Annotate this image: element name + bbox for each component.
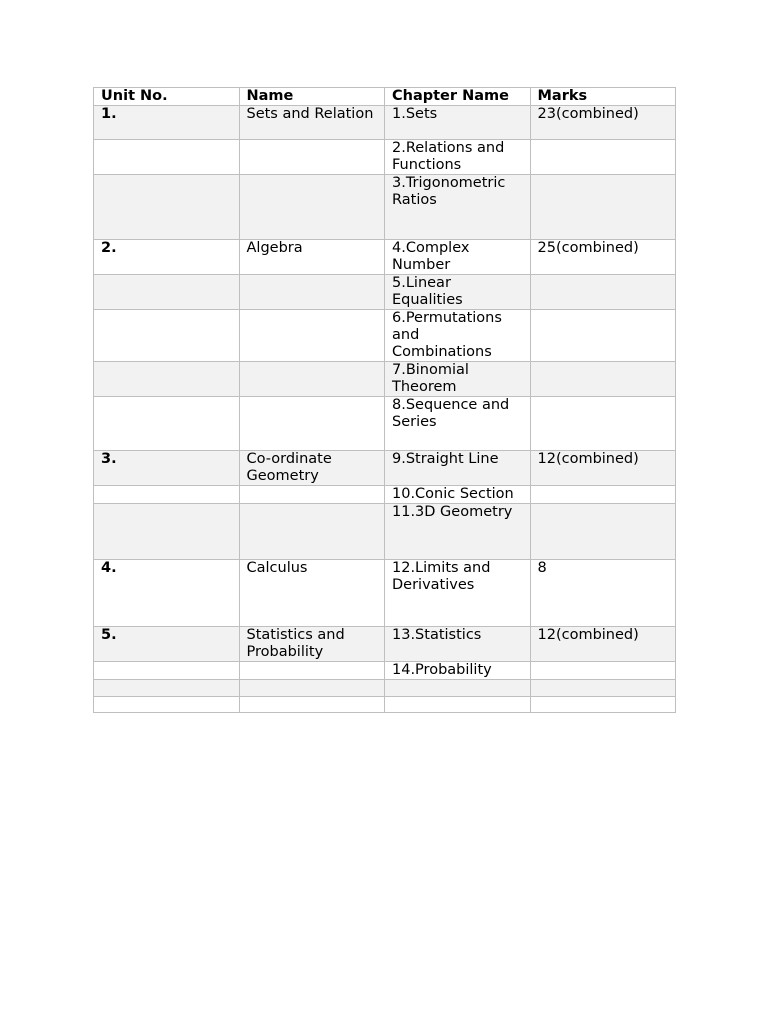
header-unit-no: Unit No. <box>94 88 240 106</box>
cell-name <box>239 310 385 362</box>
table-row <box>94 240 676 275</box>
header-name: Name <box>239 88 385 106</box>
cell-marks: 12(combined) <box>530 627 676 662</box>
table-row <box>94 627 676 662</box>
cell-unit-no <box>94 275 240 310</box>
table-row <box>94 140 676 175</box>
cell-name <box>239 175 385 240</box>
cell-unit-no: 2. <box>94 240 240 275</box>
cell-marks <box>530 697 676 713</box>
table-row <box>94 697 676 713</box>
cell-unit-no: 4. <box>94 560 240 627</box>
header-chapter-name: Chapter Name <box>385 88 531 106</box>
table-row <box>94 504 676 560</box>
cell-chapter-name: 13.Statistics <box>385 627 531 662</box>
cell-chapter-name: 12.Limits and Derivatives <box>385 560 531 627</box>
cell-unit-no: 3. <box>94 451 240 486</box>
cell-chapter-name: 11.3D Geometry <box>385 504 531 560</box>
table-row <box>94 397 676 451</box>
cell-name: Algebra <box>239 240 385 275</box>
cell-name <box>239 397 385 451</box>
table-row <box>94 175 676 240</box>
table-row <box>94 662 676 680</box>
cell-name <box>239 140 385 175</box>
cell-marks <box>530 504 676 560</box>
cell-marks: 8 <box>530 560 676 627</box>
cell-chapter-name: 1.Sets <box>385 106 531 140</box>
cell-unit-no <box>94 486 240 504</box>
table-row <box>94 275 676 310</box>
cell-unit-no <box>94 662 240 680</box>
cell-marks <box>530 397 676 451</box>
cell-name <box>239 362 385 397</box>
cell-chapter-name: 4.Complex Number <box>385 240 531 275</box>
cell-marks <box>530 310 676 362</box>
cell-name <box>239 275 385 310</box>
cell-marks <box>530 140 676 175</box>
cell-chapter-name: 2.Relations and Functions <box>385 140 531 175</box>
cell-chapter-name <box>385 697 531 713</box>
cell-unit-no <box>94 140 240 175</box>
cell-marks <box>530 275 676 310</box>
cell-chapter-name: 10.Conic Section <box>385 486 531 504</box>
table-header-row <box>94 88 676 106</box>
header-marks: Marks <box>530 88 676 106</box>
syllabus-table <box>93 87 676 713</box>
cell-chapter-name: 8.Sequence and Series <box>385 397 531 451</box>
cell-name: Statistics and Probability <box>239 627 385 662</box>
cell-chapter-name <box>385 680 531 697</box>
cell-name: Sets and Relation <box>239 106 385 140</box>
cell-marks: 25(combined) <box>530 240 676 275</box>
table-row <box>94 560 676 627</box>
cell-unit-no <box>94 310 240 362</box>
cell-name <box>239 697 385 713</box>
cell-marks <box>530 486 676 504</box>
cell-name <box>239 662 385 680</box>
cell-name <box>239 486 385 504</box>
cell-marks <box>530 362 676 397</box>
cell-marks <box>530 680 676 697</box>
cell-unit-no <box>94 504 240 560</box>
cell-unit-no <box>94 397 240 451</box>
table-row <box>94 451 676 486</box>
cell-chapter-name: 7.Binomial Theorem <box>385 362 531 397</box>
cell-unit-no: 1. <box>94 106 240 140</box>
cell-name: Calculus <box>239 560 385 627</box>
cell-name <box>239 504 385 560</box>
cell-marks <box>530 175 676 240</box>
table-body <box>94 106 676 713</box>
cell-marks: 23(combined) <box>530 106 676 140</box>
table-row <box>94 106 676 140</box>
table-row <box>94 310 676 362</box>
cell-chapter-name: 14.Probability <box>385 662 531 680</box>
cell-unit-no <box>94 680 240 697</box>
cell-name <box>239 680 385 697</box>
cell-chapter-name: 3.Trigonometric Ratios <box>385 175 531 240</box>
cell-unit-no <box>94 697 240 713</box>
table-row <box>94 680 676 697</box>
cell-unit-no: 5. <box>94 627 240 662</box>
cell-chapter-name: 9.Straight Line <box>385 451 531 486</box>
cell-unit-no <box>94 175 240 240</box>
cell-unit-no <box>94 362 240 397</box>
table-row <box>94 486 676 504</box>
cell-chapter-name: 6.Permutations and Combinations <box>385 310 531 362</box>
table-row <box>94 362 676 397</box>
cell-chapter-name: 5.Linear Equalities <box>385 275 531 310</box>
cell-name: Co-ordinate Geometry <box>239 451 385 486</box>
cell-marks: 12(combined) <box>530 451 676 486</box>
cell-marks <box>530 662 676 680</box>
